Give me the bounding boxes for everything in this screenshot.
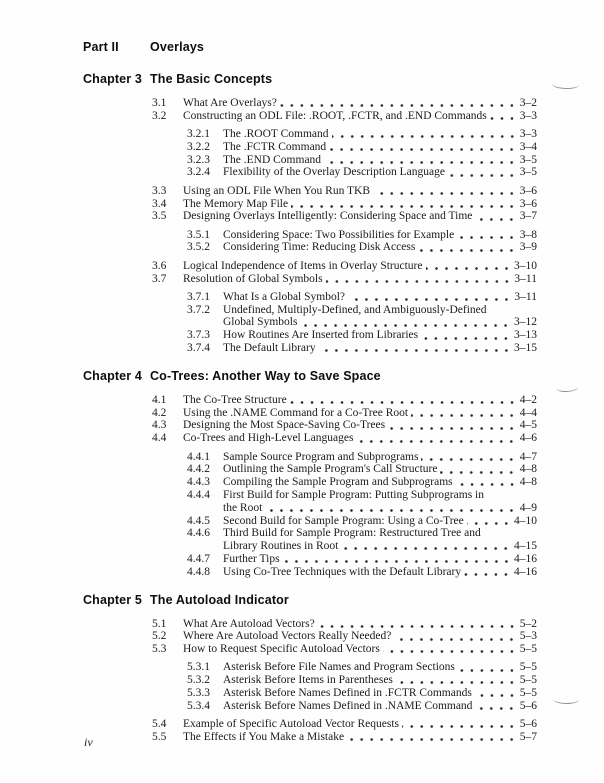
- toc-entry-title: Asterisk Before File Names and Program Sections: [223, 661, 455, 674]
- dot-leader: [448, 166, 519, 179]
- toc-entry: [83, 241, 537, 254]
- toc-entry-title: Undefined, Multiply-Defined, and Ambiguously-Defined: [223, 303, 487, 316]
- toc-entry-number: 4.4.4: [187, 488, 210, 501]
- dot-leader: [467, 515, 513, 528]
- toc-entry: [83, 291, 537, 304]
- toc-entry: [83, 489, 537, 502]
- toc-block: [83, 718, 537, 744]
- toc-entry: [83, 273, 537, 286]
- dot-leader: [373, 185, 519, 198]
- toc-entry-title: How Routines Are Inserted from Libraries: [223, 329, 419, 342]
- toc-entry-title: Resolution of Global Symbols: [183, 272, 323, 285]
- chapter-title: The Autoload Indicator: [150, 592, 289, 607]
- toc-entry-title: Asterisk Before Names Defined in .FCTR Commands: [223, 686, 472, 699]
- toc-entry-page: 4–8: [519, 463, 537, 476]
- chapter-label: Chapter 4: [83, 368, 143, 383]
- toc-entry-page: 5–5: [519, 674, 537, 687]
- toc-entry: [83, 260, 537, 273]
- dot-leader: [475, 687, 519, 700]
- dot-leader: [394, 630, 518, 643]
- toc-entry-number: 5.3.2: [187, 674, 210, 687]
- toc-entry-number: 3.7.1: [187, 290, 210, 303]
- toc-entry-page: 5–6: [519, 718, 537, 731]
- dot-leader: [402, 718, 519, 731]
- toc-entry-number: 4.4.2: [187, 463, 210, 476]
- dot-leader: [318, 618, 519, 631]
- toc-entry-continuation: [83, 502, 537, 515]
- chapter-heading: [83, 369, 537, 383]
- toc-entry: [83, 451, 537, 464]
- toc-entry-number: 5.3: [152, 643, 167, 656]
- toc-entry-number: 4.4.5: [187, 514, 210, 527]
- toc-entry: [83, 419, 537, 432]
- toc-entry-number: 5.3.3: [187, 686, 210, 699]
- toc-entry-title: The Effects if You Make a Mistake: [183, 730, 345, 743]
- toc-entry-number: 3.2.3: [187, 153, 210, 166]
- toc-entry: [83, 476, 537, 489]
- dot-leader: [324, 154, 519, 167]
- toc-block: [83, 260, 537, 286]
- dot-leader: [291, 198, 519, 211]
- dot-leader: [347, 731, 519, 744]
- toc-entry-number: 3.3: [152, 184, 167, 197]
- toc-entry-title: Considering Space: Two Possibilities for Example: [223, 228, 455, 241]
- scan-curl-artifact: [553, 694, 579, 704]
- toc-entry-page: 5–5: [519, 661, 537, 674]
- toc-entry-page: 3–5: [519, 153, 537, 166]
- toc-entry-page: 3–6: [519, 184, 537, 197]
- part-heading: [83, 40, 537, 54]
- dot-leader: [388, 419, 519, 432]
- dot-leader: [280, 97, 519, 110]
- toc-entry-number: 4.4.6: [187, 527, 210, 540]
- toc-entry-title: The Memory Map File: [183, 197, 289, 210]
- toc-entry-title: Considering Time: Reducing Disk Access: [223, 241, 416, 254]
- toc-entry: [83, 618, 537, 631]
- toc-entry-page: 3–6: [519, 197, 537, 210]
- toc-entry-title: Sample Source Program and Subprograms: [223, 450, 419, 463]
- toc-entry: [83, 394, 537, 407]
- toc-entry-title: Compiling the Sample Program and Subprograms: [223, 476, 453, 489]
- toc-entry-title: Using the .NAME Command for a Co-Tree Root: [183, 406, 409, 419]
- toc-entry-title: The .ROOT Command: [223, 128, 329, 141]
- toc-entry-title: Example of Specific Autoload Vector Requests: [183, 718, 400, 731]
- toc-entry-page: 3–9: [519, 241, 537, 254]
- toc-entry-page: 4–15: [514, 540, 537, 553]
- part-title: Overlays: [150, 40, 205, 54]
- dot-leader: [426, 260, 514, 273]
- toc-entry: [83, 128, 537, 141]
- toc-entry-title: Where Are Autoload Vectors Really Needed?: [183, 630, 392, 643]
- toc-entry-page: 4–6: [519, 432, 537, 445]
- dot-leader: [265, 502, 518, 515]
- toc-entry-title: What Are Autoload Vectors?: [183, 617, 315, 630]
- chapter-title: Co-Trees: Another Way to Save Space: [150, 368, 381, 383]
- toc-block: [83, 185, 537, 223]
- toc-entry-title: What Are Overlays?: [183, 97, 277, 109]
- toc-entry-number: 5.1: [152, 617, 167, 630]
- dot-leader: [326, 273, 514, 286]
- toc-entry-page: 5–7: [519, 730, 537, 743]
- chapter-label: Chapter 5: [83, 592, 143, 607]
- toc-entry-number: 4.1: [152, 393, 167, 406]
- toc-entry-page: 4–9: [519, 501, 537, 514]
- dot-leader: [290, 394, 519, 407]
- toc-block: [83, 451, 537, 579]
- toc-entry: [83, 700, 537, 713]
- toc-entry-page: 4–5: [519, 419, 537, 432]
- toc-entry-number: 3.2.1: [187, 128, 210, 141]
- toc-entry-title: Third Build for Sample Program: Restructured Tree and: [223, 527, 481, 540]
- dot-leader: [300, 316, 513, 329]
- dot-leader: [464, 566, 513, 579]
- toc-entry-title: The .FCTR Command: [223, 140, 327, 153]
- toc-entry: [83, 154, 537, 167]
- toc-entry-number: 4.4.1: [187, 450, 210, 463]
- toc-entry: [83, 407, 537, 420]
- toc-entry: [83, 674, 537, 687]
- part-label: Part II: [83, 40, 119, 54]
- dot-leader: [332, 128, 519, 141]
- toc-entry-number: 3.6: [152, 259, 167, 272]
- toc-entry-page: 3–5: [519, 166, 537, 179]
- toc-entry-title-continuation: the Root: [223, 501, 263, 514]
- toc-entry-number: 5.4: [152, 718, 167, 731]
- toc-entry: [83, 198, 537, 211]
- toc-entry: [83, 566, 537, 579]
- toc-entry-title: The Default Library: [223, 342, 316, 355]
- toc-entry-page: 4–4: [519, 406, 537, 419]
- toc-entry: [83, 166, 537, 179]
- toc-block: [83, 229, 537, 255]
- toc-block: [83, 618, 537, 656]
- dot-leader: [475, 700, 518, 713]
- toc-entry-page: 3–2: [519, 97, 537, 109]
- toc-entry-title: Further Tips: [223, 552, 280, 565]
- dot-leader: [458, 661, 519, 674]
- chapter-section: [83, 593, 537, 744]
- chapter-label: Chapter 3: [83, 72, 143, 86]
- toc-block: [83, 128, 537, 179]
- toc-entry-number: 4.2: [152, 406, 167, 419]
- toc-entry: [83, 229, 537, 242]
- toc-entry: [83, 630, 537, 643]
- toc-entry: [83, 553, 537, 566]
- toc-entry-number: 3.7.3: [187, 329, 210, 342]
- toc-entry: [83, 661, 537, 674]
- toc-entry-number: 4.4.3: [187, 476, 210, 489]
- toc-entry: [83, 687, 537, 700]
- dot-leader: [283, 553, 513, 566]
- toc-entry-page: 3–15: [514, 342, 537, 355]
- dot-leader: [319, 342, 513, 355]
- toc-entry: [83, 463, 537, 476]
- toc-entry-title: Constructing an ODL File: .ROOT, .FCTR, and .END Commands: [183, 109, 487, 122]
- toc-block: [83, 394, 537, 445]
- toc-entry-number: 4.4.7: [187, 552, 210, 565]
- page-number-folio: iv: [84, 735, 93, 749]
- dot-leader: [456, 476, 519, 489]
- toc-entry: [83, 210, 537, 223]
- toc-entry: [83, 342, 537, 355]
- toc-entry: [83, 329, 537, 342]
- toc-entry: [83, 141, 537, 154]
- toc-entry: [83, 515, 537, 528]
- dot-leader: [329, 141, 519, 154]
- toc-entry-number: 3.1: [152, 97, 167, 109]
- toc-entry-title: Using Co-Tree Techniques with the Default Library: [223, 565, 462, 578]
- toc-entry-number: 5.5: [152, 730, 167, 743]
- toc-entry-title: Second Build for Sample Program: Using a Co-Tree: [223, 514, 464, 527]
- toc-entry-number: 3.2.4: [187, 166, 210, 179]
- dot-leader: [457, 229, 519, 242]
- toc-entry-page: 3–7: [519, 210, 537, 223]
- toc-entry-number: 5.2: [152, 630, 167, 643]
- dot-leader: [341, 540, 513, 553]
- toc-entry: [83, 97, 537, 110]
- toc-entry-page: 5–3: [519, 630, 537, 643]
- toc-entry-page: 5–5: [519, 643, 537, 656]
- toc-entry-number: 5.3.4: [187, 699, 210, 712]
- toc-entry: [83, 304, 537, 317]
- toc-entry-number: 3.5.2: [187, 241, 210, 254]
- dot-leader: [356, 432, 518, 445]
- toc-entry-title-continuation: Library Routines in Root: [223, 540, 339, 553]
- toc-entry-page: 3–4: [519, 140, 537, 153]
- toc-entry-number: 3.2.2: [187, 140, 210, 153]
- toc-entry-number: 5.3.1: [187, 661, 210, 674]
- toc-entry-title: First Build for Sample Program: Putting Subprograms in: [223, 488, 484, 501]
- chapter-heading: [83, 593, 537, 607]
- dot-leader: [418, 241, 518, 254]
- toc-entry-page: 3–12: [514, 316, 537, 329]
- toc-entry-page: 3–11: [514, 272, 537, 285]
- scan-curl-artifact: [552, 80, 579, 90]
- toc-entry-title: How to Request Specific Autoload Vectors: [183, 643, 380, 656]
- toc-entry-continuation: [83, 540, 537, 553]
- chapter-section: [83, 72, 537, 355]
- dot-leader: [421, 329, 513, 342]
- dot-leader: [490, 110, 519, 123]
- toc-entry-page: 3–11: [514, 290, 537, 303]
- toc-entry-page: 4–10: [514, 514, 537, 527]
- toc-entry: [83, 718, 537, 731]
- toc-entry-page: 4–7: [519, 450, 537, 463]
- toc-entry-title: Outlining the Sample Program's Call Structure: [223, 463, 438, 476]
- toc-entry-number: 3.7.2: [187, 303, 210, 316]
- toc-entry-page: 5–2: [519, 617, 537, 630]
- toc-entry-number: 3.4: [152, 197, 167, 210]
- chapter-title: The Basic Concepts: [150, 72, 273, 86]
- toc-entry-page: 3–3: [519, 128, 537, 141]
- toc-entry-title: The Co-Tree Structure: [183, 393, 287, 406]
- toc-entry-title: Flexibility of the Overlay Description Language: [223, 166, 445, 179]
- dot-leader: [396, 674, 519, 687]
- toc-entry-title: Asterisk Before Items in Parentheses: [223, 674, 393, 687]
- toc-entry-title-continuation: Global Symbols: [223, 316, 298, 329]
- toc-entry: [83, 643, 537, 656]
- toc-entry-number: 3.2: [152, 109, 167, 122]
- toc-entry-number: 3.5: [152, 210, 167, 223]
- toc-entry-page: 3–3: [519, 109, 537, 122]
- dot-leader: [421, 451, 518, 464]
- toc-entry-number: 4.4: [152, 432, 167, 445]
- toc-entry-page: 4–8: [519, 476, 537, 489]
- toc-entry-title: Co-Trees and High-Level Languages: [183, 432, 354, 445]
- toc-entry: [83, 185, 537, 198]
- toc-block: [83, 291, 537, 355]
- toc-block: [83, 661, 537, 712]
- table-of-contents: [83, 72, 537, 744]
- chapter-heading: [83, 72, 537, 86]
- toc-entry-number: 3.7.4: [187, 342, 210, 355]
- toc-entry-number: 3.5.1: [187, 228, 210, 241]
- toc-entry-title: Using an ODL File When You Run TKB: [183, 184, 370, 197]
- toc-entry-title: Asterisk Before Names Defined in .NAME Command: [223, 699, 473, 712]
- toc-entry: [83, 731, 537, 744]
- dot-leader: [440, 463, 518, 476]
- toc-entry-page: 5–5: [519, 686, 537, 699]
- toc-entry-number: 4.3: [152, 419, 167, 432]
- dot-leader: [411, 407, 519, 420]
- toc-entry-title: What Is a Global Symbol?: [223, 290, 346, 303]
- toc-entry-title: Designing the Most Space-Saving Co-Trees: [183, 419, 386, 432]
- toc-entry-page: 3–8: [519, 228, 537, 241]
- toc-entry-title: The .END Command: [223, 153, 322, 166]
- toc-entry: [83, 527, 537, 540]
- toc-entry-number: 3.7: [152, 272, 167, 285]
- toc-entry-title: Designing Overlays Intelligently: Considering Space and Time: [183, 210, 473, 223]
- toc-entry-number: 4.4.8: [187, 565, 210, 578]
- chapter-section: [83, 369, 537, 579]
- dot-leader: [348, 291, 513, 304]
- scan-curl-artifact: [556, 382, 578, 392]
- dot-leader: [475, 210, 518, 223]
- toc-entry-page: 4–2: [519, 393, 537, 406]
- toc-entry-page: 3–10: [514, 259, 537, 272]
- toc-entry: [83, 432, 537, 445]
- toc-entry-page: 4–16: [514, 552, 537, 565]
- toc-entry-page: 3–13: [514, 329, 537, 342]
- toc-entry-page: 5–6: [519, 699, 537, 712]
- toc-entry-title: Logical Independence of Items in Overlay Structure: [183, 259, 423, 272]
- toc-entry: [83, 110, 537, 123]
- toc-entry-page: 4–16: [514, 565, 537, 578]
- dot-leader: [383, 643, 519, 656]
- toc-entry-continuation: [83, 316, 537, 329]
- toc-block: [83, 97, 537, 123]
